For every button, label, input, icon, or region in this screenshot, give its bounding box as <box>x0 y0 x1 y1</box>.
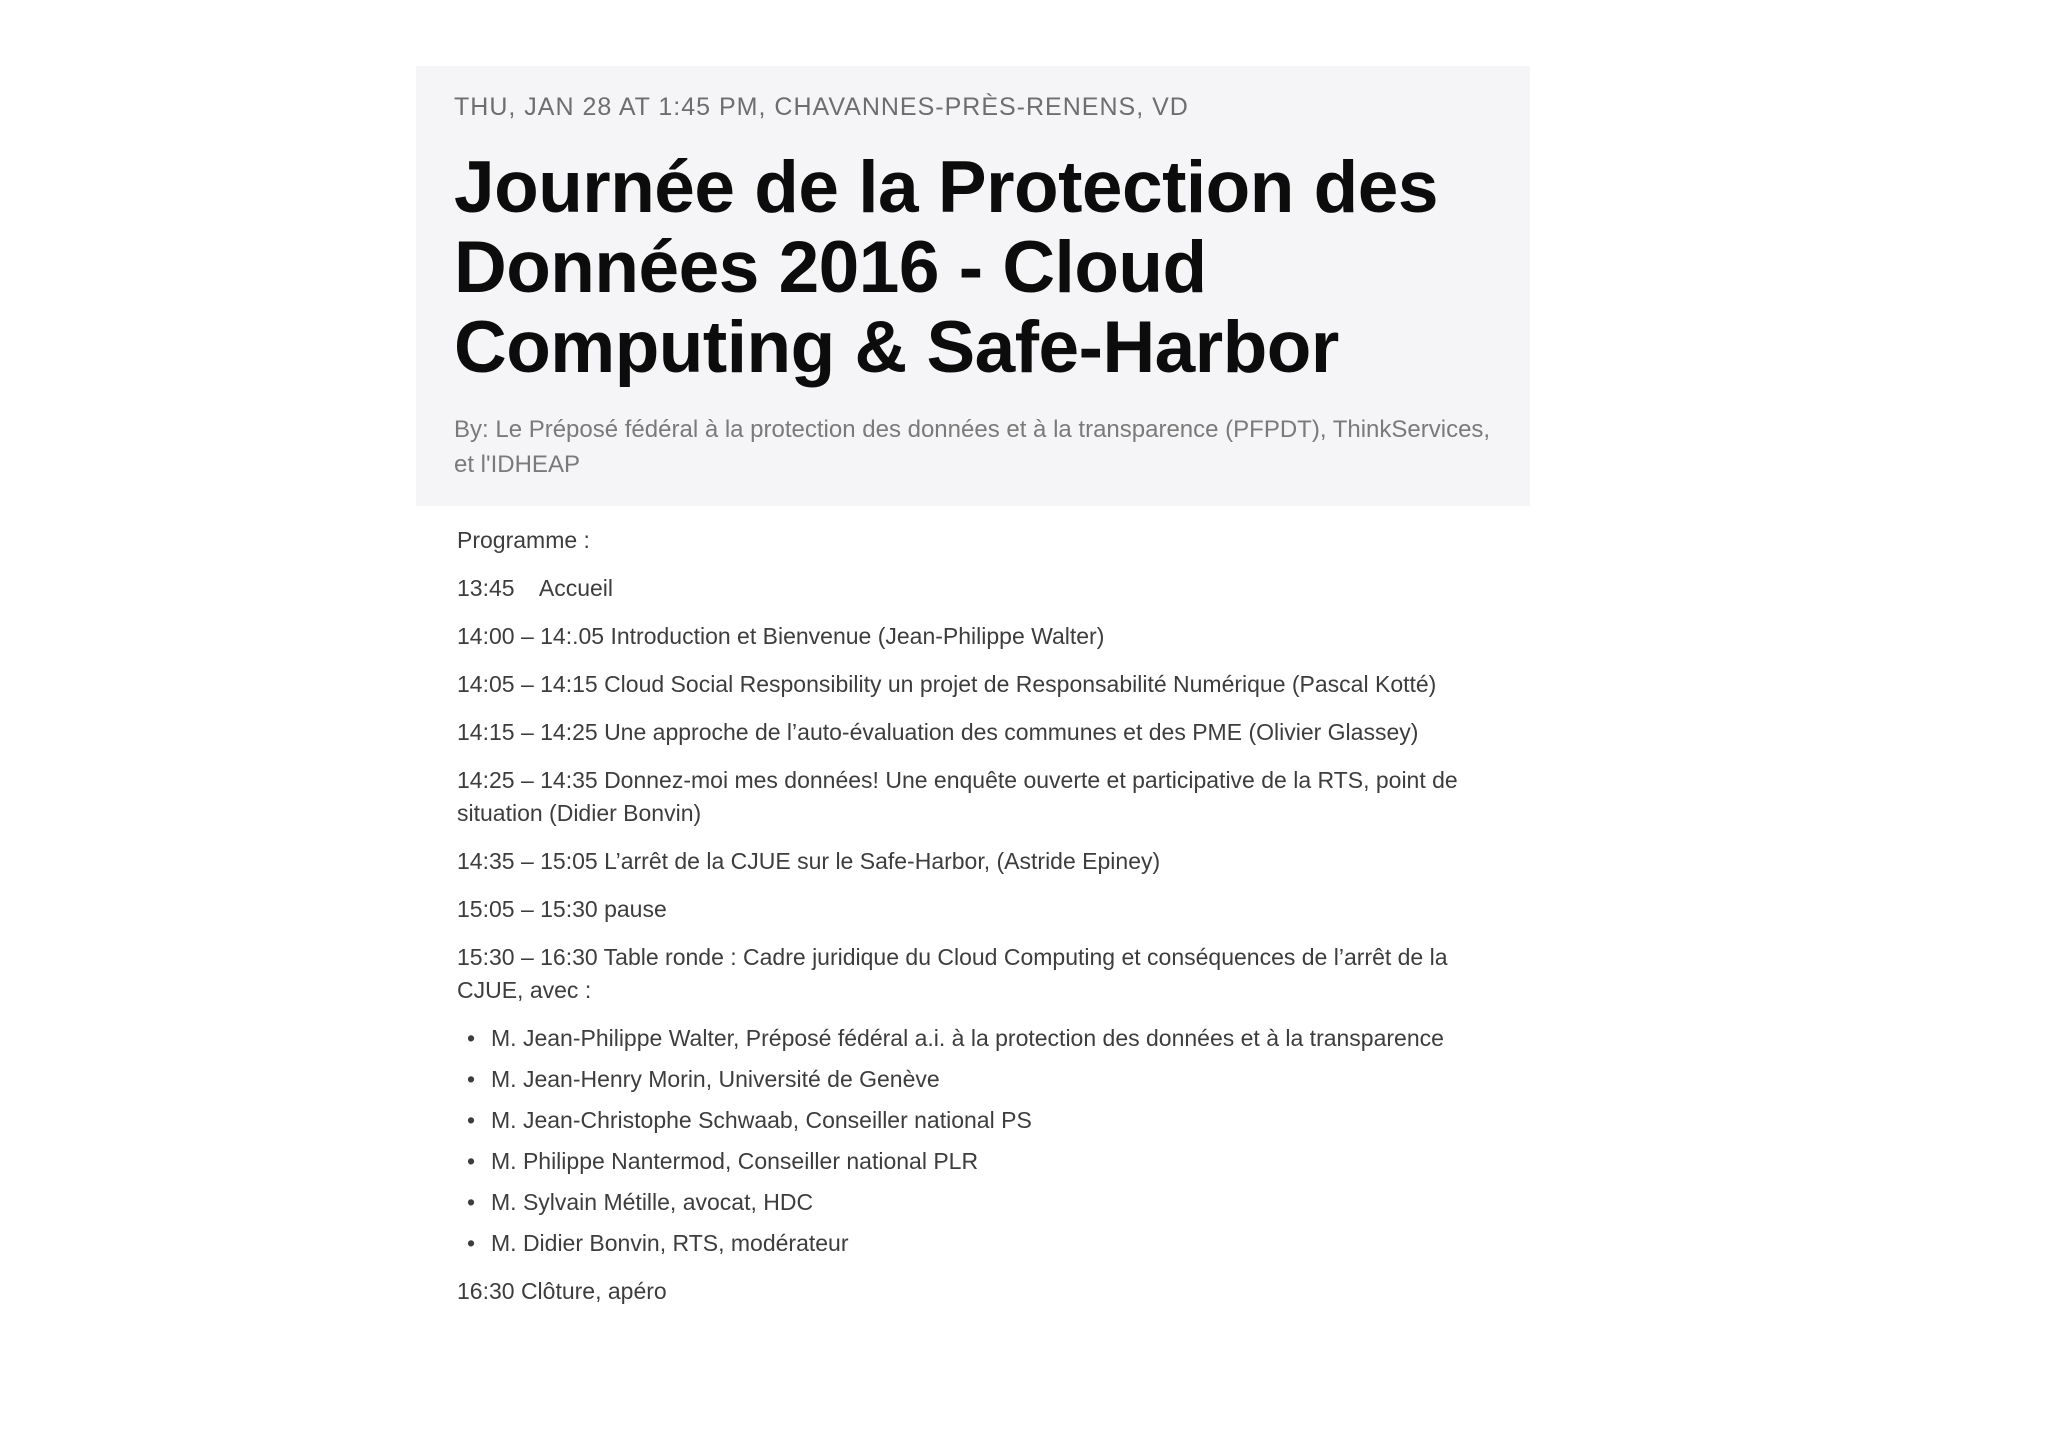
event-title: Journée de la Protection des Données 2016 - Cloud Computing & Safe-Harbor <box>454 147 1438 388</box>
panelist-item <box>467 1186 1497 1219</box>
programme-item: 14:00 – 14:.05 Introduction et Bienvenue (Jean-Philippe Walter) <box>457 623 1105 649</box>
programme-item: 14:35 – 15:05 L’arrêt de la CJUE sur le Safe-Harbor, (Astride Epiney) <box>457 848 1161 874</box>
programme-heading: Programme : <box>457 527 590 553</box>
panelist-item <box>467 1104 1497 1137</box>
programme-item: 15:05 – 15:30 pause <box>457 896 667 922</box>
programme-section <box>457 524 1497 1323</box>
bullet-icon: • <box>467 1189 476 1215</box>
programme-item: 15:30 – 16:30 Table ronde : Cadre juridique du Cloud Computing et conséquences de l’arrêt de la CJUE, avec : <box>457 944 1448 1003</box>
programme-closing: 16:30 Clôture, apéro <box>457 1278 667 1304</box>
bullet-icon: • <box>467 1230 476 1256</box>
bullet-icon: • <box>467 1025 476 1051</box>
panelist-text: M. Philippe Nantermod, Conseiller national PLR <box>491 1148 979 1174</box>
bullet-icon: • <box>467 1066 476 1092</box>
bullet-icon: • <box>467 1107 476 1133</box>
panelist-item <box>467 1227 1497 1260</box>
panelist-text: M. Jean-Christophe Schwaab, Conseiller national PS <box>491 1107 1032 1133</box>
programme-item: 14:15 – 14:25 Une approche de l’auto-évaluation des communes et des PME (Olivier Glassey) <box>457 719 1419 745</box>
event-header-card <box>416 66 1530 506</box>
programme-item: 14:05 – 14:15 Cloud Social Responsibility un projet de Responsabilité Numérique (Pascal Kotté) <box>457 671 1437 697</box>
panelist-list <box>457 1022 1497 1260</box>
bullet-icon: • <box>467 1148 476 1174</box>
event-date-location: THU, JAN 28 AT 1:45 PM, CHAVANNES-PRÈS-RENENS, VD <box>454 93 1189 121</box>
panelist-item <box>467 1063 1497 1096</box>
event-organizer: By: Le Préposé fédéral à la protection des données et à la transparence (PFPDT), ThinkServices, et l'IDHEAP <box>454 416 1491 478</box>
programme-item: 13:45 Accueil <box>457 575 613 601</box>
panelist-item <box>467 1022 1497 1055</box>
panelist-text: M. Jean-Philippe Walter, Préposé fédéral a.i. à la protection des données et à la transparence <box>491 1025 1444 1051</box>
programme-item: 14:25 – 14:35 Donnez-moi mes données! Une enquête ouverte et participative de la RTS, point de situation (Didier Bonvin) <box>457 767 1458 826</box>
panelist-item <box>467 1145 1497 1178</box>
panelist-text: M. Didier Bonvin, RTS, modérateur <box>491 1230 849 1256</box>
panelist-text: M. Sylvain Métille, avocat, HDC <box>491 1189 814 1215</box>
panelist-text: M. Jean-Henry Morin, Université de Genève <box>491 1066 940 1092</box>
